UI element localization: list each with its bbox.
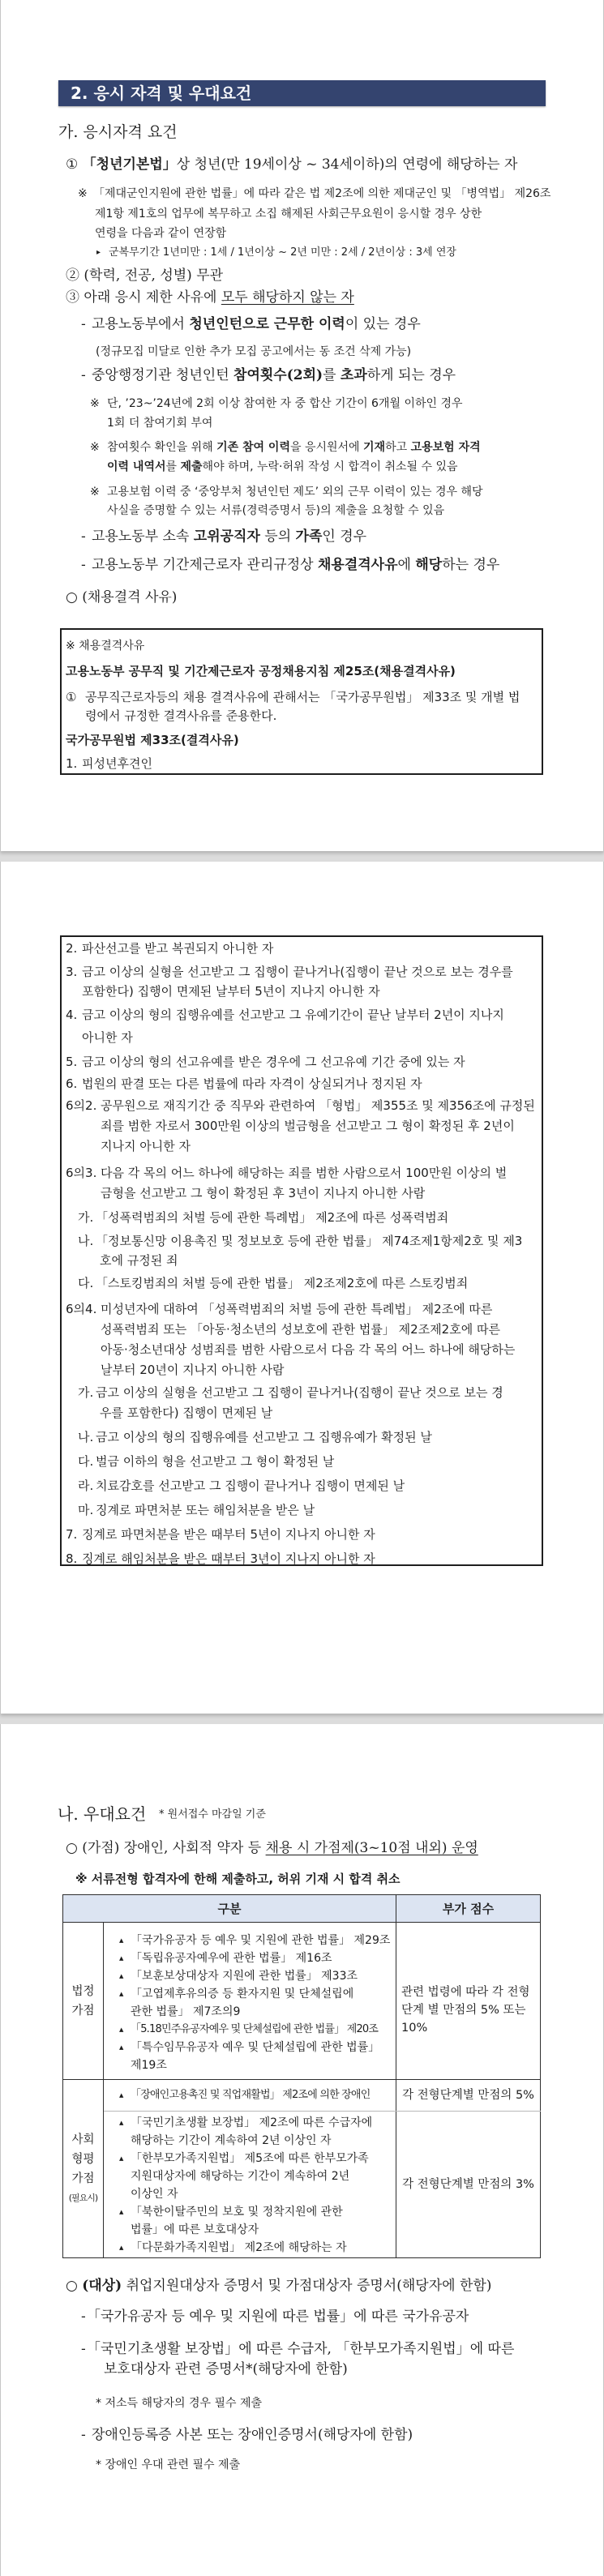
list-item-text-cont: 관한 법률」 제7조의9 [131, 2005, 241, 2018]
list-item [104, 1985, 392, 2021]
bold-text-run: 제출 [180, 460, 203, 473]
disqualification-sub-item: 「성폭력범죄의 처벌 등에 관한 특례법」 제2조에 따른 성폭력범죄 [96, 1210, 449, 1225]
list-item-text-cont: 법률」에 따른 보호대상자 [131, 2223, 259, 2236]
text-run: 고용노동부 기간제근로자 관리규정상 [92, 557, 318, 573]
list-item-text: 「국가유공자 등 예우 및 지원에 관한 법률」 제29조 [131, 1934, 391, 1947]
table-row [63, 2080, 541, 2112]
points-text: 10% [401, 2021, 428, 2035]
list-item-text: 「다문화가족지원법」 제2조에 해당하는 자 [131, 2241, 347, 2254]
bold-text-run: 기재 [363, 441, 386, 454]
list-item-text: 「북한이탈주민의 보호 및 정착지원에 관한 [131, 2206, 343, 2219]
disqualification-item: 금고 이상의 실형을 선고받고 그 집행이 끝나거나(집행이 끝난 것으로 보는 경우를 [82, 965, 513, 979]
disqualification-sub-item: 벌금 이하의 형을 선고받고 그 형이 확정된 날 [96, 1454, 335, 1469]
text-run: 고용보험 이력 중 ‘중앙부처 청년인턴 제도’ 외의 근무 이력이 있는 경우 해당 [107, 486, 483, 499]
disqualification-item-cont: 포함한다) 집행이 면제된 날부터 5년이 지나지 아니한 자 [82, 984, 380, 999]
participation-note-line [107, 438, 481, 457]
list-item [104, 2021, 392, 2039]
disqualification-item-cont: 금형을 선고받고 그 형이 확정된 후 3년이 지나지 아니한 사람 [101, 1186, 426, 1200]
item-number: 4. [66, 1008, 78, 1022]
reference-mark-icon: ※ [90, 441, 100, 454]
clause-number: ① [66, 690, 77, 704]
clause-line: 령에서 규정한 결격사유를 준용한다. [85, 708, 277, 723]
participation-note-line [107, 457, 458, 477]
disqualification-heading: ○ (채용결격 사유) [66, 589, 178, 605]
participation-note-line [107, 394, 463, 413]
bold-text-run: 해당 [415, 557, 443, 573]
category-label: 가점 [71, 2172, 95, 2185]
text-run: ③ 아래 응시 제한 사유에 [66, 289, 221, 306]
restriction-disqualification [92, 555, 499, 575]
disqualification-label: ※ 채용결격사유 [66, 640, 145, 653]
list-item-text: 「보훈보상대상자 지원에 관한 법률」 제33조 [131, 1970, 358, 1983]
item-number: 6의3. [66, 1166, 97, 1180]
text-run: ① [66, 156, 83, 173]
disqualification-sub-item: 「스토킹범죄의 처벌 등에 관한 법률」 제2조제2호에 따른 스토킹범죄 [96, 1276, 469, 1290]
triangle-bullet-icon: ▲ [119, 2092, 124, 2099]
triangle-bullet-icon: ▲ [119, 1937, 124, 1944]
statutory-points [396, 1923, 541, 2080]
age-extension-note-line: 「제대군인지원에 관한 법률」에 따라 같은 법 제2조에 의한 제대군인 및 「병역법」 제26조 [93, 187, 551, 200]
item-number: 8. [66, 1551, 78, 1566]
required-document: 「국민기초생활 보장법」에 따른 수급자, 「한부모가족지원법」에 따른 [87, 2341, 515, 2357]
text-run: 를 [165, 460, 181, 473]
text-run: 상 청년(만 19세이상 ~ 34세이하)의 연령에 해당하는 자 [176, 156, 518, 173]
item-number: 2. [66, 941, 78, 956]
disability-criteria-list [104, 2080, 396, 2112]
social-equity-points [396, 2112, 541, 2258]
list-item-text: 「특수임무유공자 예우 및 단체설립에 관한 법률」 [131, 2041, 380, 2054]
list-item [104, 2150, 392, 2203]
disqualification-item: 징계로 해임처분을 받은 때부터 3년이 지나지 아니한 자 [82, 1551, 375, 1566]
text-run: 단, ’23~’24년에 2회 이상 참여한 자 중 합산 기간이 6개월 이하인 경우 [107, 397, 463, 410]
text-run: 에 [397, 557, 416, 573]
category-label: 형평 [71, 2152, 95, 2166]
sub-item-letter: 가. [78, 1385, 94, 1400]
military-service-extension: 군복무기간 1년미만 : 1세 / 1년이상 ~ 2년 미만 : 2세 / 2년이상 : 3세 연장 [109, 246, 456, 259]
list-item [104, 1949, 392, 1967]
guideline-title: 고용노동부 공무직 및 기간제근로자 공정채용지침 제25조(채용결격사유) [66, 664, 456, 678]
documents-heading [66, 2276, 491, 2296]
category-label: 사회 [71, 2133, 95, 2146]
table-row [63, 2112, 541, 2258]
bold-text-run: 기존 참여 이력 [216, 441, 290, 454]
category-label: (필요시) [68, 2192, 98, 2203]
social-equity-criteria-list [104, 2112, 396, 2258]
required-document: 장애인등록증 사본 또는 장애인증명서(해당자에 한함) [92, 2427, 413, 2443]
preference-title: 나. 우대요건 [58, 1804, 147, 1824]
bold-text-run: 「청년기본법」 [82, 156, 177, 173]
list-item-text-cont: 해당하는 기간이 계속하여 2년 이상인 자 [131, 2134, 332, 2147]
submission-note: ※ 서류전형 합격자에 한해 제출하고, 허위 기재 시 합격 취소 [75, 1872, 401, 1886]
requirement-age [66, 155, 517, 174]
text-run: ○ [66, 2278, 83, 2294]
dash-bullet-icon: - [81, 367, 86, 383]
text-run: 을 응시원서에 [289, 441, 364, 454]
preference-points-table [62, 1894, 541, 2258]
statutory-criteria-list [104, 1923, 396, 2080]
list-item [104, 2114, 392, 2150]
triangle-bullet-icon: ▲ [119, 2155, 124, 2162]
points-text: 각 전형단계별 만점의 5% [402, 2089, 534, 2102]
disqualification-sub-item: 치료감호를 선고받고 그 집행이 끝나거나 집행이 면제된 날 [96, 1478, 405, 1493]
bold-text-run: 가족 [295, 528, 323, 545]
sub-item-letter: 마. [78, 1503, 94, 1517]
reference-mark-icon: ※ [90, 397, 100, 410]
text-run: 해야 하며, 누락·허위 작성 시 합격이 취소될 수 있음 [202, 460, 458, 473]
text-run: 하는 경우 [442, 557, 500, 573]
text-run: 등의 [259, 528, 296, 545]
table-header-row [63, 1895, 541, 1923]
disqualification-sub-item: 금고 이상의 형의 집행유예를 선고받고 그 집행유예가 확정된 날 [96, 1430, 432, 1444]
section-header-bar [58, 80, 546, 106]
list-item-text: 「국민기초생활 보장법」 제2조에 따른 수급자에 [131, 2116, 373, 2129]
disqualification-item: 피성년후견인 [82, 756, 152, 771]
column-header-points: 부가 점수 [396, 1895, 541, 1923]
disqualification-item-cont: 죄를 범한 자로서 300만원 이상의 벌금형을 선고받고 그 형이 확정된 후 2년이 [101, 1119, 515, 1133]
age-extension-note-line: 연령을 다음과 같이 연장함 [95, 227, 227, 240]
age-extension-note-line: 제1항 제1호의 업무에 복무하고 소집 해제된 사회근무요원이 응시할 경우 상한 [95, 208, 482, 220]
category-label: 법정 [71, 1984, 95, 1998]
list-item-text-cont: 이상인 자 [131, 2188, 178, 2201]
disqualification-item: 공무원으로 재직기간 중 직무와 관련하여 「형법」 제355조 및 제356조에 규정된 [101, 1098, 535, 1113]
row-category-statutory [63, 1923, 104, 2080]
section-header-title: 2. 응시 자격 및 우대요건 [71, 83, 252, 103]
text-run: 1회 더 참여기회 부여 [107, 417, 213, 430]
disqualification-item: 파산선고를 받고 복권되지 아니한 자 [82, 941, 274, 956]
points-text: 단계 별 만점의 5% 또는 [401, 2003, 526, 2017]
required-document: 「국가유공자 등 예우 및 지원에 따른 법률」에 따른 국가유공자 [87, 2309, 469, 2325]
list-item-text: 「독립유공자예우에 관한 법률」 제16조 [131, 1952, 332, 1965]
reference-mark-icon: ※ [78, 187, 88, 200]
disqualification-sub-item: 금고 이상의 실형을 선고받고 그 집행이 끝나거나(집행이 끝난 것으로 보는 경 [96, 1385, 503, 1400]
list-item-text-cont: 지원대상자에 해당하는 기간이 계속하여 2년 [131, 2170, 350, 2183]
triangle-bullet-icon: ▲ [119, 2026, 124, 2033]
text-run: 고용노동부 소속 [92, 528, 194, 545]
list-item-text: 「장애인고용촉진 및 직업재활법」 제2조에 의한 장애인 [131, 2089, 371, 2101]
category-label: 가점 [71, 2004, 95, 2018]
disqualification-item-cont: 성폭력범죄 또는 「아동·청소년의 성보호에 관한 법률」 제2조제2호에 따른 [101, 1322, 500, 1337]
sub-item-letter: 다. [78, 1276, 94, 1290]
restriction-participation-count [92, 366, 456, 385]
sub-item-letter: 나. [78, 1234, 94, 1248]
sub-item-letter: 라. [78, 1478, 94, 1493]
dash-bullet-icon: - [81, 557, 86, 573]
restriction-official-family [92, 527, 366, 546]
list-item-text: 「5.18민주유공자예우 및 단체설립에 관한 법률」 제20조 [131, 2023, 379, 2035]
underlined-text-run: 모두 해당하지 않는 자 [221, 289, 354, 306]
document-footnote: * 저소득 해당자의 경우 필수 제출 [96, 2397, 263, 2410]
table-row [63, 1923, 541, 2080]
points-text: 각 전형단계별 만점의 3% [402, 2178, 534, 2191]
bold-text-run: 청년인턴으로 근무한 이력 [189, 316, 345, 332]
disqualification-sub-item: 「정보통신망 이용촉진 및 정보보호 등에 관한 법률」 제74조제1항제2호 및 제3 [96, 1234, 523, 1248]
list-item [104, 1967, 392, 1985]
document-footnote: * 장애인 우대 관련 필수 제출 [96, 2458, 241, 2471]
preference-basis-note: * 원서접수 마감일 기준 [159, 1808, 266, 1821]
item-number: 1. [66, 756, 78, 771]
dash-bullet-icon: - [81, 528, 86, 545]
disqualification-sub-item-cont: 우를 포함한다) 집행이 면제된 날 [100, 1406, 273, 1420]
disqualification-item: 법원의 판결 또는 다른 법률에 따라 자격이 상실되거나 정지된 자 [82, 1076, 422, 1091]
list-item [104, 2239, 392, 2257]
item-number: 5. [66, 1055, 78, 1069]
sub-item-letter: 나. [78, 1430, 94, 1444]
triangle-bullet-icon: ▲ [119, 2120, 124, 2126]
text-run: 취업지원대상자 증명서 및 가점대상자 증명서(해당자에 한함) [122, 2278, 492, 2294]
dash-bullet-icon: - [81, 2341, 86, 2357]
disqualification-item: 징계로 파면처분을 받은 때부터 5년이 지나지 아니한 자 [82, 1527, 375, 1542]
underlined-text-run: 채용 시 가점제(3~10점 내외) 운영 [265, 1840, 478, 1856]
dash-bullet-icon: - [81, 2309, 86, 2325]
requirement-irrelevant-factors: ② (학력, 전공, 성별) 무관 [66, 267, 224, 284]
disqualification-sub-item: 징계로 파면처분 또는 해임처분을 받은 날 [96, 1503, 315, 1517]
sub-item-letter: 가. [78, 1210, 94, 1225]
bold-text-run: 고위공직자 [193, 528, 260, 545]
disqualification-item-cont: 아니한 자 [82, 1030, 133, 1045]
restriction-intern-history [92, 315, 421, 334]
triangle-bullet-icon: ▲ [119, 2244, 124, 2251]
triangle-bullet-icon: ▲ [119, 1973, 124, 1979]
bold-text-run: 고용보험 자격 [410, 441, 481, 454]
text-run: 하고 [385, 441, 411, 454]
list-item [104, 2203, 392, 2239]
disqualification-item-cont: 지나지 아니한 자 [101, 1139, 191, 1153]
item-number: 6. [66, 1076, 78, 1091]
dash-bullet-icon: - [81, 2427, 86, 2443]
disqualification-item: 다음 각 목의 어느 하나에 해당하는 죄를 범한 사람으로서 100만원 이상의 벌 [101, 1166, 508, 1180]
text-run: 하게 되는 경우 [366, 367, 456, 383]
disqualification-sub-item-cont: 호에 규정된 죄 [100, 1253, 178, 1268]
restriction-intern-history-note: (정규모집 미달로 인한 추가 모집 공고에서는 동 조건 삭제 가능) [96, 345, 412, 358]
column-header-category: 구분 [63, 1895, 396, 1923]
text-run: 이 있는 경우 [345, 316, 421, 332]
disqualification-item: 미성년자에 대하여 「성폭력범죄의 처벌 등에 관한 특례법」 제2조에 따른 [101, 1302, 493, 1316]
bold-text-run: (대상) [82, 2278, 122, 2294]
item-number: 6의4. [66, 1302, 97, 1316]
bold-text-run: 채용결격사유 [317, 557, 398, 573]
law-title: 국가공무원법 제33조(결격사유) [66, 733, 239, 747]
bold-text-run: 참여횟수(2회) [233, 367, 323, 383]
document-page-2 [0, 862, 604, 1714]
text-run: 를 [323, 367, 341, 383]
text-run: 중앙행정기관 청년인턴 [92, 367, 234, 383]
clause-line: 공무직근로자등의 채용 결격사유에 관해서는 「국가공무원법」 제33조 및 개별 법 [85, 690, 520, 704]
participation-note-line [107, 501, 444, 520]
points-policy [66, 1838, 478, 1858]
triangle-bullet-icon: ▲ [119, 2044, 124, 2051]
disability-points [396, 2080, 541, 2112]
item-number: 3. [66, 965, 78, 979]
item-number: 6의2. [66, 1098, 97, 1113]
list-item-text-cont: 제19조 [131, 2059, 167, 2072]
required-document-cont: 보호대상자 관련 증명서*(해당자에 한함) [104, 2361, 348, 2377]
eligibility-title: 가. 응시자격 요건 [58, 123, 178, 141]
triangle-bullet-icon: ▲ [119, 1991, 124, 1997]
text-run: 참여횟수 확인을 위해 [107, 441, 217, 454]
preference-points-table-wrapper [62, 1894, 540, 2258]
reference-mark-icon: ※ [90, 486, 100, 499]
triangle-right-icon: ▸ [96, 248, 101, 257]
bold-text-run: 초과 [340, 367, 367, 383]
text-run: ○ (가점) 장애인, 사회적 약자 등 [66, 1840, 266, 1856]
text-run: 사실을 증명할 수 있는 서류(경력증명서 등)의 제출을 요청할 수 있음 [107, 504, 445, 517]
disqualification-item: 금고 이상의 형의 선고유예를 받은 경우에 그 선고유예 기간 중에 있는 자 [82, 1055, 465, 1069]
participation-note-line [107, 413, 212, 433]
points-text: 관련 법령에 따라 각 전형 [401, 1985, 530, 1999]
list-item [104, 2086, 396, 2104]
list-item [104, 2039, 392, 2074]
requirement-no-restriction [66, 288, 354, 307]
disqualification-item-cont: 아동·청소년대상 성범죄를 범한 사람으로서 다음 각 목의 어느 하나에 해당하는 [101, 1342, 516, 1357]
bold-text-run: 이력 내역서 [107, 460, 166, 473]
disqualification-item-cont: 날부터 20년이 지나지 아니한 사람 [101, 1363, 285, 1377]
triangle-bullet-icon: ▲ [119, 1955, 124, 1962]
list-item-text: 「고엽제후유의증 등 환자지원 및 단체설립에 [131, 1988, 354, 2000]
document-page-1 [0, 0, 604, 851]
dash-bullet-icon: - [81, 316, 86, 332]
text-run: 인 경우 [322, 528, 367, 545]
list-item [104, 1932, 392, 1949]
document-page-3 [0, 1724, 604, 2576]
disqualification-item: 금고 이상의 형의 집행유예를 선고받고 그 유예기간이 끝난 날부터 2년이 지나지 [82, 1008, 504, 1022]
text-run: 고용노동부에서 [92, 316, 190, 332]
row-category-social-equity [63, 2080, 104, 2258]
sub-item-letter: 다. [78, 1454, 94, 1469]
triangle-bullet-icon: ▲ [119, 2209, 124, 2215]
list-item-text: 「한부모가족지원법」 제5조에 따른 한부모가족 [131, 2152, 369, 2165]
item-number: 7. [66, 1527, 78, 1542]
participation-note-line [107, 482, 483, 502]
